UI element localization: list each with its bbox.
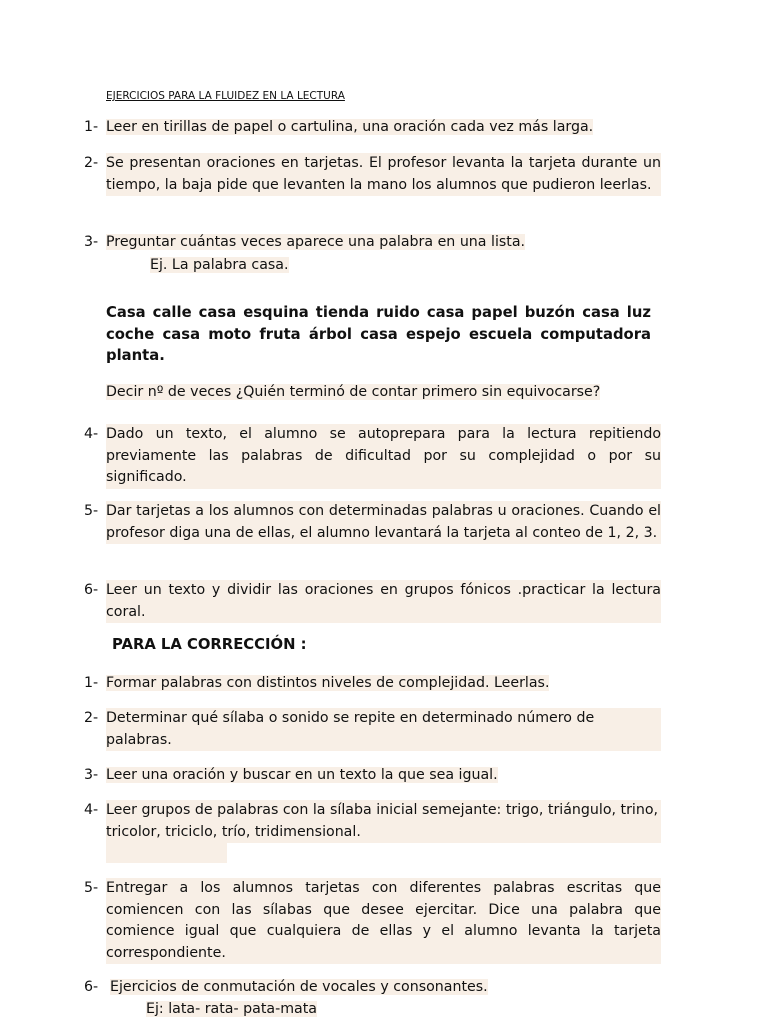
example-casa: Ej. La palabra casa. [150,257,289,273]
item-number: 3- [84,234,99,250]
item-text: Leer una oración y buscar en un texto la que sea igual. [106,767,498,783]
item-text: Determinar qué sílaba o sonido se repite en determinado número de palabras. [106,708,661,751]
item-text: Leer en tirillas de papel o cartulina, una oración cada vez más larga. [106,119,594,135]
item-number: 2- [84,710,99,726]
example-lata: Ej: lata- rata- pata-mata [146,1001,317,1017]
item-number: 5- [84,880,99,896]
item-text: Dado un texto, el alumno se autoprepara para la lectura repitiendo previamente las palabras de dificultad por su complejidad o por su significado. [106,424,661,489]
item-text: Leer un texto y dividir las oraciones en grupos fónicos .practicar la lectura coral. [106,580,661,623]
item-text: Entregar a los alumnos tarjetas con diferentes palabras escritas que comiencen con las sílabas que desee ejercitar. Dice una palabra que comience igual que cualquiera de ellas y el alumno levanta la tarjeta correspondiente. [106,878,661,964]
item-number: 1- [84,675,99,691]
highlight-block [106,842,227,863]
item-number: 6- [84,582,99,598]
item-number: 1- [84,119,99,135]
item-number: 4- [84,426,99,442]
document-title: EJERCICIOS PARA LA FLUIDEZ EN LA LECTURA [106,90,345,102]
item-text: Leer grupos de palabras con la sílaba inicial semejante: trigo, triángulo, trino, tricolor, triciclo, trío, tridimensional. [106,800,661,843]
item-number: 2- [84,155,99,171]
item-number: 4- [84,802,99,818]
section-heading-correccion: PARA LA CORRECCIÓN : [112,636,307,653]
item-number: 6- [84,979,99,995]
item-text: Se presentan oraciones en tarjetas. El profesor levanta la tarjeta durante un tiempo, la baja pide que levanten la mano los alumnos que pudieron leerlas. [106,153,661,196]
count-question: Decir nº de veces ¿Quién terminó de contar primero sin equivocarse? [106,384,601,400]
item-text: Ejercicios de conmutación de vocales y consonantes. [110,979,488,995]
item-number: 5- [84,503,99,519]
item-text: Dar tarjetas a los alumnos con determinadas palabras u oraciones. Cuando el profesor diga una de ellas, el alumno levantará la tarjeta al conteo de 1, 2, 3. [106,501,661,544]
item-text: Formar palabras con distintos niveles de complejidad. Leerlas. [106,675,550,691]
item-text: Preguntar cuántas veces aparece una palabra en una lista. [106,234,526,250]
item-number: 3- [84,767,99,783]
word-list: Casa calle casa esquina tienda ruido casa papel buzón casa luz coche casa moto fruta árbol casa espejo escuela computadora planta. [106,304,651,365]
